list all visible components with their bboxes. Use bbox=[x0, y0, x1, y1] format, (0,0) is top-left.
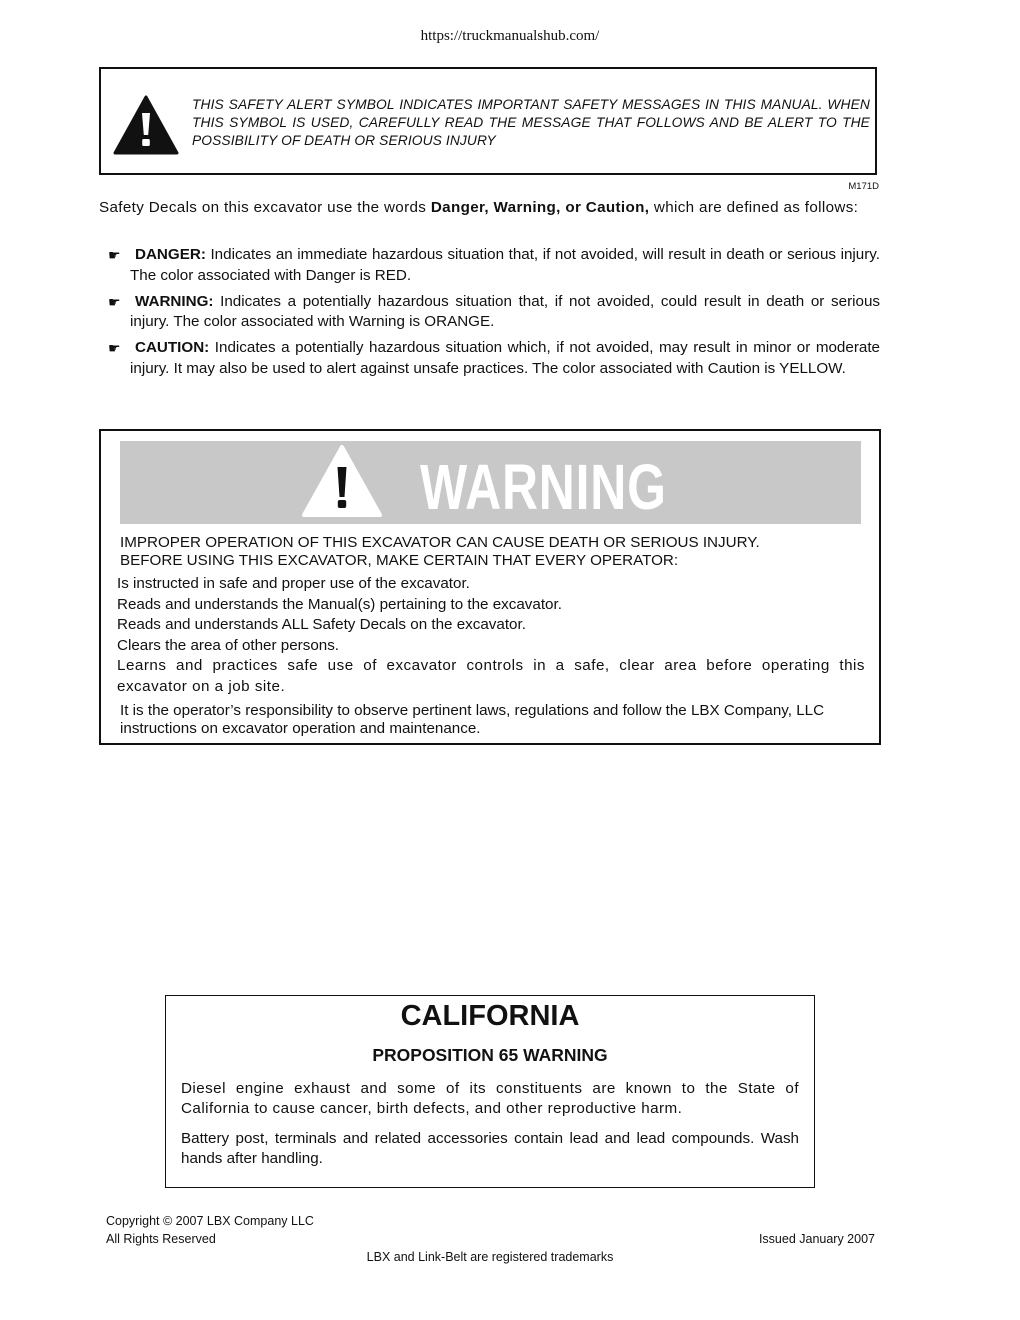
definition-danger: ☛ DANGER: Indicates an immediate hazardous situation that, if not avoided, will result in death or serious injury. The color associated with Danger is RED. bbox=[108, 246, 880, 284]
pointing-hand-icon: ☛ bbox=[108, 293, 121, 310]
intro-paragraph: Safety Decals on this excavator use the words Danger, Warning, or Caution, which are defined as follows: bbox=[99, 199, 859, 216]
definition-warning: ☛ WARNING: Indicates a potentially hazardous situation that, if not avoided, could result in death or serious injury. The color associated with Warning is ORANGE. bbox=[108, 292, 880, 330]
california-title: CALIFORNIA bbox=[400, 1000, 580, 1032]
warning-banner-word: WARNING bbox=[420, 451, 667, 523]
copyright-text: Copyright © 2007 LBX Company LLC bbox=[106, 1214, 314, 1228]
operator-requirements-list bbox=[117, 574, 865, 697]
warning-decal-box bbox=[99, 429, 881, 745]
pointing-hand-icon: ☛ bbox=[108, 340, 121, 356]
warning-banner bbox=[120, 441, 861, 524]
warning-triangle-icon bbox=[302, 441, 422, 524]
battery-lead-paragraph: Battery post, terminals and related accessories contain lead and lead compounds. Wash hands after handling. bbox=[181, 1130, 799, 1167]
pointing-hand-icon: ☛ bbox=[108, 247, 121, 263]
list-item: Clears the area of other persons. bbox=[117, 636, 340, 654]
list-item: Is instructed in safe and proper use of the excavator. bbox=[117, 575, 470, 592]
diesel-exhaust-paragraph: Diesel engine exhaust and some of its constituents are known to the State of California to cause cancer, birth defects, and other reproductive harm. bbox=[181, 1080, 799, 1117]
warning-footer-text: It is the operator’s responsibility to observe pertinent laws, regulations and follow the LBX Company, LLC instructions on excavator operation and maintenance. bbox=[120, 702, 825, 737]
source-url: https://truckmanualshub.com/ bbox=[420, 28, 600, 44]
warning-triangle-icon bbox=[113, 95, 179, 155]
figure-code: M171D bbox=[848, 181, 879, 192]
california-prop65-box bbox=[165, 995, 815, 1188]
list-item: Reads and understands the Manual(s) pertaining to the excavator. bbox=[117, 595, 562, 613]
trademarks-text: LBX and Link-Belt are registered trademarks bbox=[366, 1250, 614, 1264]
list-item: Learns and practices safe use of excavator controls in a safe, clear area before operating this excavator on a job site. bbox=[117, 657, 865, 695]
rights-text: All Rights Reserved bbox=[106, 1232, 216, 1246]
definition-caution: ☛ CAUTION: Indicates a potentially hazardous situation which, if not avoided, may result in minor or moderate injury. It may also be used to alert against unsafe practices. The color associated with Caution is YELLOW. bbox=[108, 339, 880, 377]
list-item: Reads and understands ALL Safety Decals on the excavator. bbox=[117, 616, 526, 633]
signal-word-definitions bbox=[108, 245, 880, 385]
safety-alert-box bbox=[99, 67, 877, 175]
prop65-subtitle: PROPOSITION 65 WARNING bbox=[372, 1045, 608, 1065]
issued-date: Issued January 2007 bbox=[758, 1232, 875, 1246]
warning-lead: IMPROPER OPERATION OF THIS EXCAVATOR CAN CAUSE DEATH OR SERIOUS INJURY. BEFORE USING THIS EXCAVATOR, MAKE CERTAIN THAT EVERY OPERATOR: bbox=[120, 534, 760, 569]
safety-alert-text: THIS SAFETY ALERT SYMBOL INDICATES IMPORTANT SAFETY MESSAGES IN THIS MANUAL. WHEN THIS SYMBOL IS USED, CAREFULLY READ THE MESSAGE THAT FOLLOWS AND BE ALERT TO THE POSSIBILITY OF DEATH OR SERIOUS INJURY bbox=[192, 97, 870, 148]
